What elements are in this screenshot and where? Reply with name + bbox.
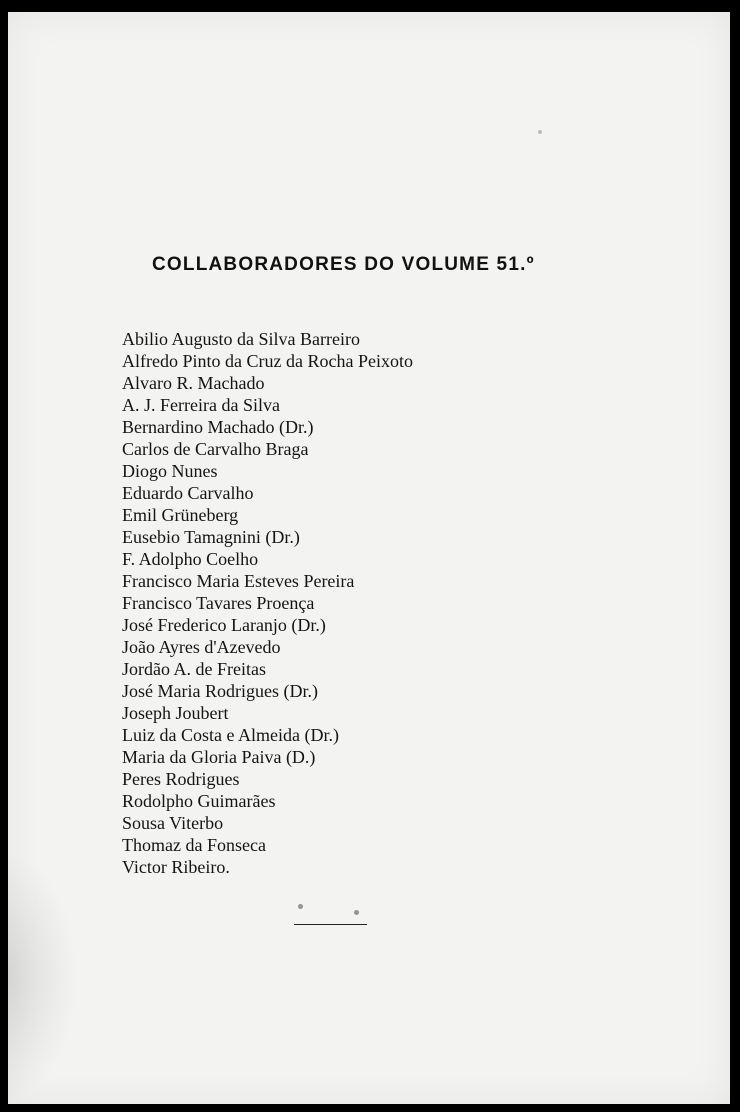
closing-rule [294,924,367,925]
collaborator-name: Francisco Tavares Proença [122,593,315,613]
collaborator-name: Alvaro R. Machado [122,373,265,393]
collaborator-name: Carlos de Carvalho Braga [122,439,309,459]
collaborator-name: Diogo Nunes [122,461,218,481]
collaborator-name: Luiz da Costa e Almeida (Dr.) [122,725,339,745]
collaborator-name: Francisco Maria Esteves Pereira [122,571,355,591]
collaborator-name: Jordão A. de Freitas [122,659,266,679]
collaborator-name: Emil Grüneberg [122,505,239,525]
collaborator-name: Abilio Augusto da Silva Barreiro [122,329,360,349]
collaborator-name: Victor Ribeiro. [122,857,230,877]
collaborator-name: João Ayres d'Azevedo [122,637,281,657]
collaborator-name: Peres Rodrigues [122,769,240,789]
collaborator-name: Alfredo Pinto da Cruz da Rocha Peixoto [122,351,413,371]
collaborator-list [122,328,413,878]
collaborator-name: Maria da Gloria Paiva (D.) [122,747,316,767]
collaborator-name: Rodolpho Guimarães [122,791,276,811]
ink-speck [538,130,542,134]
ink-speck [298,904,303,909]
collaborator-name: Eduardo Carvalho [122,483,254,503]
collaborator-name: F. Adolpho Coelho [122,549,259,569]
collaborator-name: Thomaz da Fonseca [122,835,266,855]
collaborator-name: A. J. Ferreira da Silva [122,395,280,415]
collaborator-name: Bernardino Machado (Dr.) [122,417,314,437]
collaborator-name: Eusebio Tamagnini (Dr.) [122,527,300,547]
collaborator-name: José Maria Rodrigues (Dr.) [122,681,318,701]
collaborator-name: Joseph Joubert [122,703,229,723]
collaborator-name: José Frederico Laranjo (Dr.) [122,615,326,635]
page-title: COLLABORADORES DO VOLUME 51.º [152,254,535,275]
collaborator-name: Sousa Viterbo [122,813,224,833]
ink-speck [354,910,359,915]
